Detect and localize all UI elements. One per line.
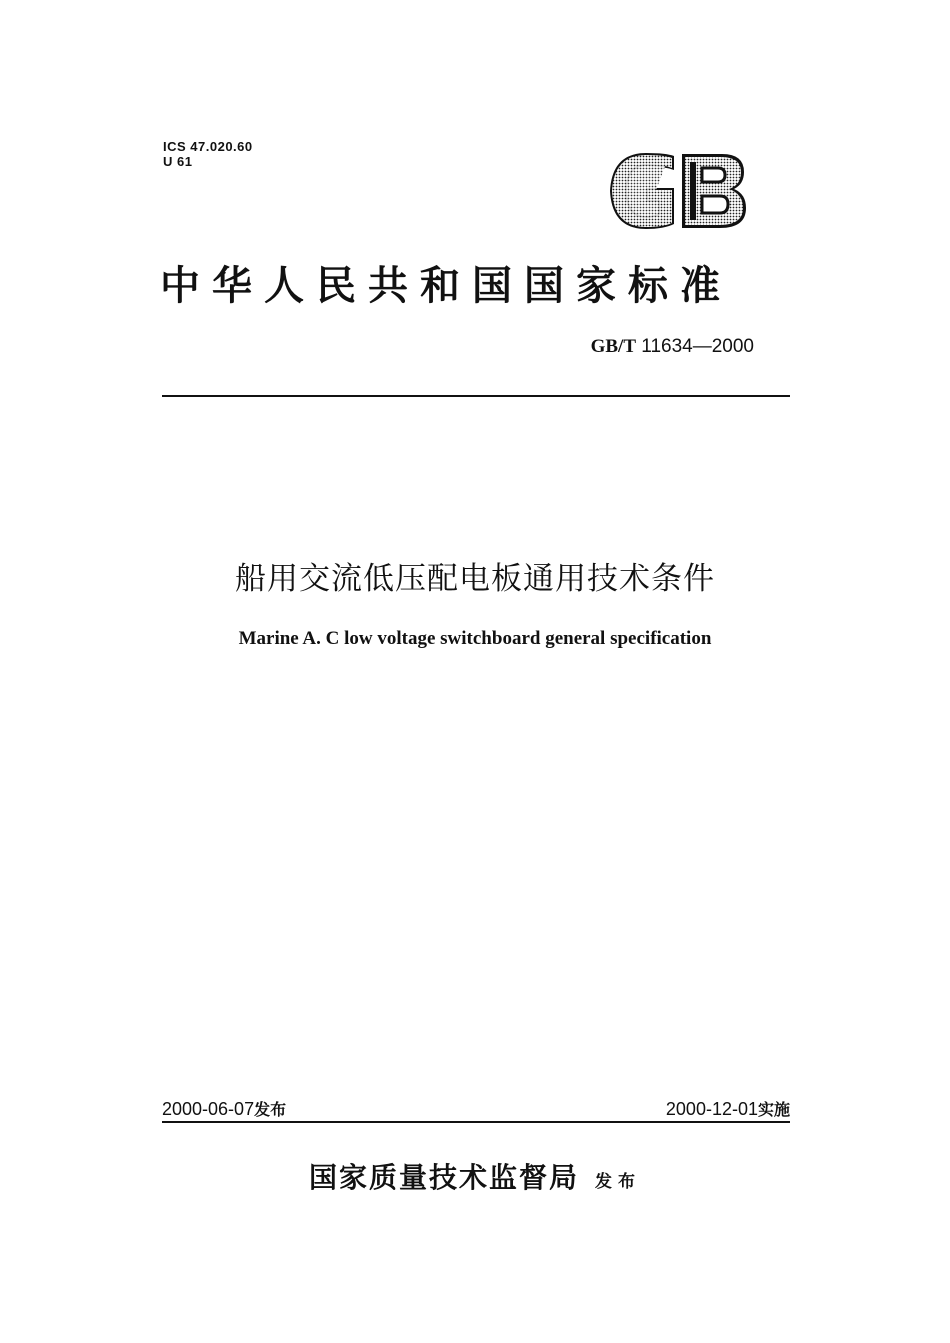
document-title-chinese: 船用交流低压配电板通用技术条件 <box>235 561 715 597</box>
date-line <box>162 1095 790 1123</box>
ics-code: ICS 47.020.60 <box>163 139 253 154</box>
implemented-date: 2000-12-01 <box>665 1099 758 1119</box>
implemented-date-block <box>666 1097 790 1120</box>
publisher-action: 发布 <box>595 1172 641 1192</box>
document-title-english: Marine A. C low voltage switchboard general specification <box>238 628 712 649</box>
issued-date: 2000-06-07 <box>162 1099 255 1119</box>
header-divider <box>162 395 790 397</box>
publisher-organization: 国家质量技术监督局 <box>308 1161 579 1194</box>
classification-codes <box>163 139 253 169</box>
publisher-line <box>0 1156 950 1196</box>
standard-number-value: 11634—2000 <box>641 336 754 357</box>
gb-logo-icon <box>606 152 748 230</box>
standard-number <box>591 336 754 358</box>
issued-label: 发布 <box>254 1100 287 1119</box>
standard-number-prefix: GB/T <box>590 336 637 357</box>
issued-date-block <box>162 1097 286 1120</box>
ccs-code: U 61 <box>163 154 193 169</box>
national-standard-title: 中华人民共和国国家标准 <box>160 262 732 309</box>
implemented-label: 实施 <box>757 1100 790 1119</box>
